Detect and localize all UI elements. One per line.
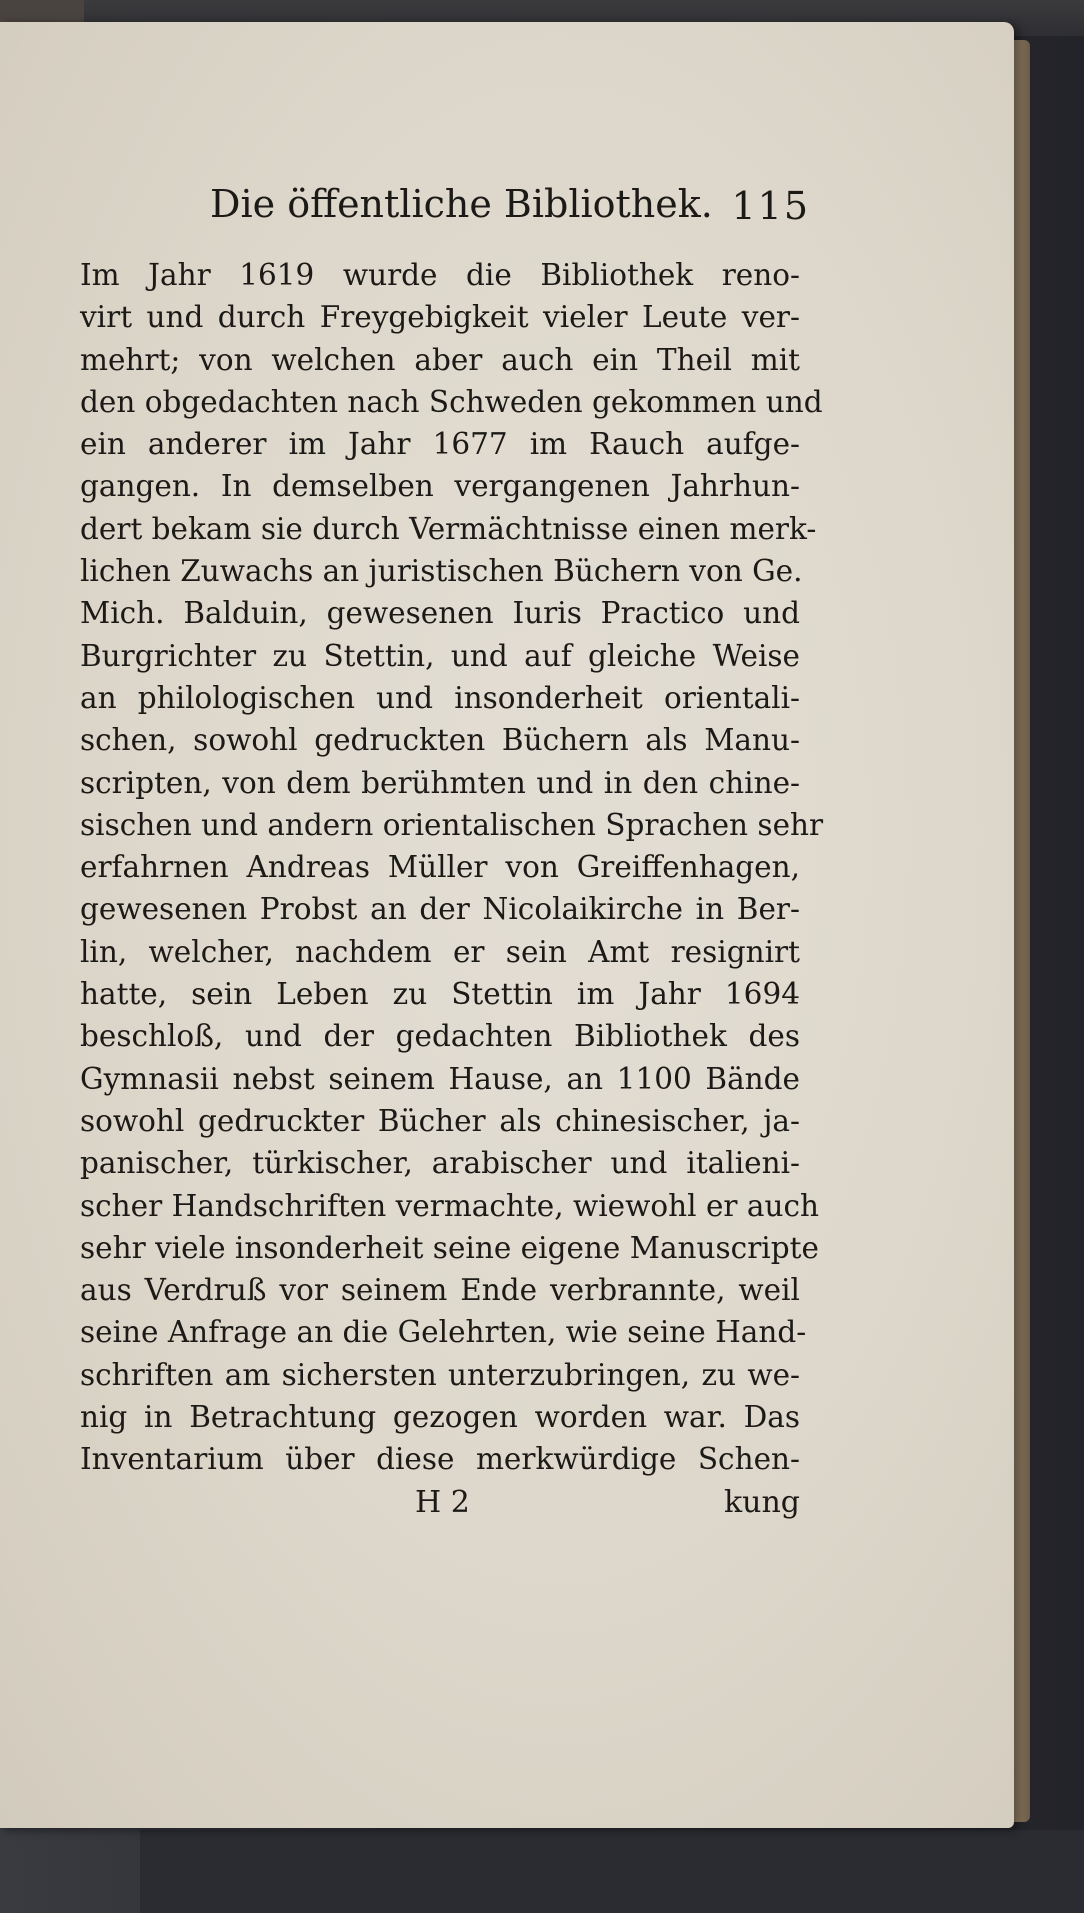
text-line: lin, welcher, nachdem er sein Amt resignirt — [80, 934, 800, 969]
text-line: aus Verdruß vor seinem Ende verbrannte, weil — [80, 1273, 800, 1308]
scanner-bottom-border — [140, 1830, 1084, 1913]
running-title: Die öffentliche Bibliothek. — [210, 182, 713, 226]
page-footer — [80, 1485, 800, 1535]
text-line: schriften am sichersten unterzubringen, zu we- — [80, 1357, 800, 1392]
text-line: scripten, von dem berühmten und in den chine- — [80, 765, 800, 800]
text-line: Im Jahr 1619 wurde die Bibliothek reno- — [80, 258, 800, 292]
text-line: gangen. In demselben vergangenen Jahrhun- — [80, 469, 800, 504]
text-line: sehr viele insonderheit seine eigene Manuscripte — [80, 1230, 819, 1265]
text-line: sischen und andern orientalischen Sprachen sehr — [80, 807, 824, 842]
text-line: Burgrichter zu Stettin, und auf gleiche Weise — [80, 638, 800, 673]
text-line: beschloß, und der gedachten Bibliothek des — [80, 1019, 800, 1054]
text-line: virt und durch Freygebigkeit vieler Leute ver- — [80, 300, 800, 335]
body-text — [80, 254, 824, 1481]
catchword: kung — [723, 1484, 800, 1520]
text-line: mehrt; von welchen aber auch ein Theil mit — [80, 342, 800, 377]
text-line: Gymnasii nebst seinem Hause, an 1100 Bände — [80, 1061, 800, 1096]
page-header — [80, 182, 810, 244]
text-line: hatte, sein Leben zu Stettin im Jahr 1694 — [80, 977, 800, 1012]
text-line: Mich. Balduin, gewesenen Iuris Practico und — [80, 596, 800, 631]
text-line: lichen Zuwachs an juristischen Büchern von Ge. — [80, 554, 803, 589]
text-line: schen, sowohl gedruckten Büchern als Manu- — [80, 723, 800, 758]
text-line: an philologischen und insonderheit orientali- — [80, 680, 800, 715]
text-line: sowohl gedruckter Bücher als chinesischer, ja- — [80, 1103, 800, 1138]
text-line: nig in Betrachtung gezogen worden war. Das — [80, 1400, 800, 1435]
page-number: 115 — [731, 184, 810, 228]
book-page — [0, 22, 1014, 1828]
text-line: den obgedachten nach Schweden gekommen und — [80, 384, 823, 419]
text-line: gewesenen Probst an der Nicolaikirche in Ber- — [80, 892, 800, 927]
text-line: panischer, türkischer, arabischer und italieni- — [80, 1146, 800, 1181]
text-line: dert bekam sie durch Vermächtnisse einen merk- — [80, 511, 817, 546]
text-line: scher Handschriften vermachte, wiewohl er auch — [80, 1188, 819, 1223]
text-line: Inventarium über diese merkwürdige Schen- — [80, 1442, 800, 1477]
text-line: ein anderer im Jahr 1677 im Rauch aufge- — [80, 427, 800, 462]
text-line: erfahrnen Andreas Müller von Greiffenhagen, — [80, 850, 800, 885]
text-line: seine Anfrage an die Gelehrten, wie seine Hand- — [80, 1315, 807, 1350]
signature-mark: H 2 — [415, 1484, 470, 1520]
page-content — [80, 182, 824, 1535]
